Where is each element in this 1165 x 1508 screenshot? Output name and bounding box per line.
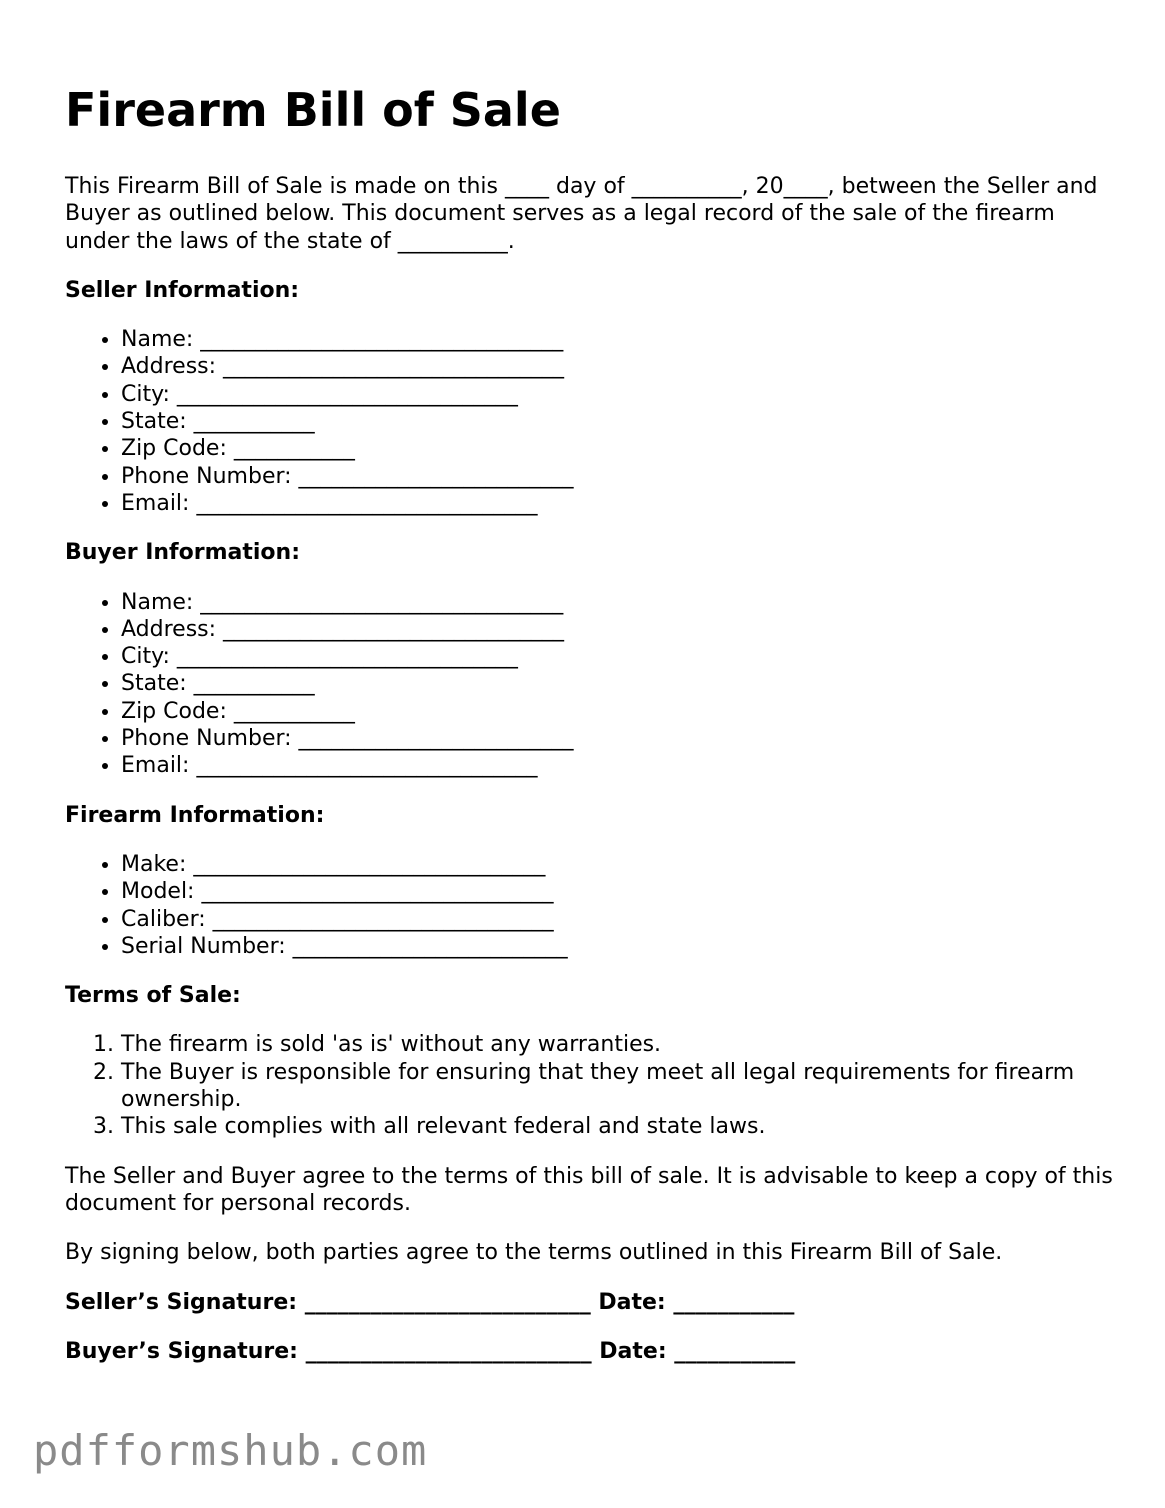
seller-phone-field: • Phone Number: _________________________ bbox=[121, 463, 1115, 490]
watermark: pdfformshub.com bbox=[33, 1426, 428, 1475]
buyer-email-field: • Email: _______________________________ bbox=[121, 752, 1115, 779]
firearm-make-field: • Make: ________________________________ bbox=[121, 851, 1115, 878]
buyer-city-field: • City: _______________________________ bbox=[121, 643, 1115, 670]
firearm-caliber-field: • Caliber: _______________________________ bbox=[121, 906, 1115, 933]
signing-note: By signing below, both parties agree to the terms outlined in this Firearm Bill of Sale. bbox=[65, 1240, 1003, 1266]
buyer-field-list bbox=[65, 589, 1115, 780]
seller-name-field: • Name: _________________________________ bbox=[121, 326, 1115, 353]
firearm-heading: Firearm Information: bbox=[65, 802, 325, 828]
buyer-phone-field: • Phone Number: _________________________ bbox=[121, 725, 1115, 752]
document-title: Firearm Bill of Sale bbox=[65, 83, 561, 137]
seller-city-field: • City: _______________________________ bbox=[121, 381, 1115, 408]
terms-item: 1. The firearm is sold 'as is' without any warranties. bbox=[121, 1031, 1115, 1058]
seller-zip-field: • Zip Code: ___________ bbox=[121, 435, 1115, 462]
seller-email-field: • Email: _______________________________ bbox=[121, 490, 1115, 517]
buyer-state-field: • State: ___________ bbox=[121, 670, 1115, 697]
buyer-name-field: • Name: _________________________________ bbox=[121, 589, 1115, 616]
terms-list bbox=[65, 1031, 1115, 1140]
terms-item: 2. The Buyer is responsible for ensuring that they meet all legal requirements for firearm ownership. bbox=[121, 1059, 1115, 1114]
intro-paragraph: This Firearm Bill of Sale is made on this ____ day of __________, 20____, between the Seller and Buyer as outlined below. This document serves as a legal record of the sale of the firearm under the laws of the state of __________. bbox=[65, 174, 1098, 254]
buyer-zip-field: • Zip Code: ___________ bbox=[121, 698, 1115, 725]
seller-signature-line: Seller’s Signature: __________________________ Date: ___________ bbox=[65, 1289, 795, 1315]
agreement-paragraph: The Seller and Buyer agree to the terms of this bill of sale. It is advisable to keep a copy of this document for personal records. bbox=[65, 1163, 1113, 1216]
firearm-model-field: • Model: ________________________________ bbox=[121, 878, 1115, 905]
buyer-address-field: • Address: _______________________________ bbox=[121, 616, 1115, 643]
seller-address-field: • Address: _______________________________ bbox=[121, 353, 1115, 380]
document-page bbox=[65, 80, 1115, 1387]
buyer-signature-line: Buyer’s Signature: __________________________ Date: ___________ bbox=[65, 1338, 796, 1364]
terms-item: 3. This sale complies with all relevant federal and state laws. bbox=[121, 1113, 1115, 1140]
terms-heading: Terms of Sale: bbox=[65, 983, 241, 1009]
seller-heading: Seller Information: bbox=[65, 277, 300, 303]
seller-state-field: • State: ___________ bbox=[121, 408, 1115, 435]
firearm-field-list bbox=[65, 851, 1115, 960]
seller-field-list bbox=[65, 326, 1115, 517]
firearm-serial-field: • Serial Number: _________________________ bbox=[121, 933, 1115, 960]
buyer-heading: Buyer Information: bbox=[65, 540, 300, 566]
